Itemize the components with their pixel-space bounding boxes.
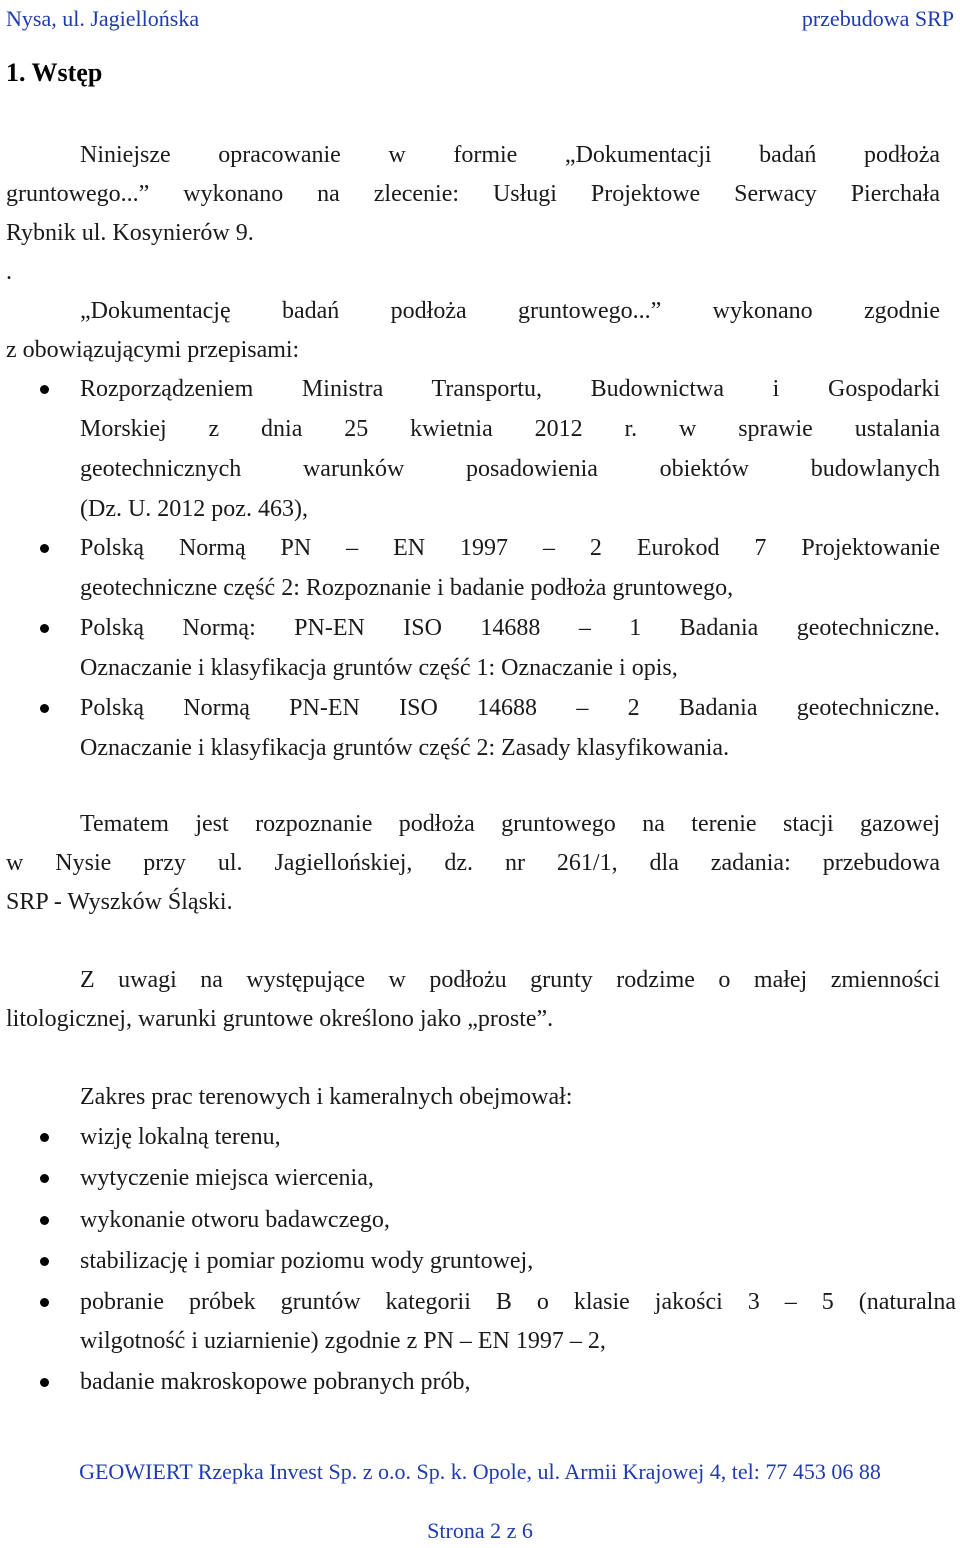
scope-item-1: wizję lokalną terenu, <box>80 1124 281 1150</box>
bullet-icon <box>40 1216 49 1225</box>
scope-item-3: wykonanie otworu badawczego, <box>80 1207 390 1233</box>
subject-line-3: SRP - Wyszków Śląski. <box>6 889 233 915</box>
bullet-icon <box>40 1133 49 1142</box>
scope-item-2: wytyczenie miejsca wiercenia, <box>80 1165 374 1191</box>
page-number: Strona 2 z 6 <box>427 1518 533 1543</box>
compliance-line-1: „Dokumentację badań podłoża gruntowego...” wykonano zgodnie <box>80 298 940 324</box>
regulation-1-line-3: geotechnicznych warunków posadowienia obiektów budowlanych <box>80 456 940 482</box>
bullet-icon <box>40 385 49 394</box>
bullet-icon <box>40 1298 49 1307</box>
subject-line-1: Tematem jest rozpoznanie podłoża gruntowego na terenie stacji gazowej <box>80 811 940 837</box>
subject-line-2: w Nysie przy ul. Jagiellońskiej, dz. nr 261/1, dla zadania: przebudowa <box>6 850 940 876</box>
conditions-line-1: Z uwagi na występujące w podłożu grunty rodzime o małej zmienności <box>80 967 940 993</box>
regulation-4-line-2: Oznaczanie i klasyfikacja gruntów część 2: Zasady klasyfikowania. <box>80 735 730 761</box>
scope-intro: Zakres prac terenowych i kameralnych obejmował: <box>80 1084 573 1110</box>
header-project: przebudowa SRP <box>801 6 954 31</box>
regulation-3-line-1: Polską Normą: PN-EN ISO 14688 – 1 Badania geotechniczne. <box>80 615 940 641</box>
bullet-icon <box>40 704 49 713</box>
intro-line-2: gruntowego...” wykonano na zlecenie: Usługi Projektowe Serwacy Pierchała <box>6 181 940 207</box>
footer-divider <box>14 1457 946 1458</box>
page-header <box>0 4 960 34</box>
header-location: Nysa, ul. Jagiellońska <box>6 6 200 31</box>
intro-line-1: Niniejsze opracowanie w formie „Dokumentacji badań podłoża <box>80 142 940 168</box>
intro-line-4: . <box>6 259 12 285</box>
scope-item-5-line-2: wilgotność i uziarnienie) zgodnie z PN – EN 1997 – 2, <box>80 1328 606 1354</box>
regulation-2-line-1: Polską Normą PN – EN 1997 – 2 Eurokod 7 Projektowanie <box>80 535 940 561</box>
bullet-icon <box>40 1174 49 1183</box>
scope-item-4: stabilizację i pomiar poziomu wody gruntowej, <box>80 1248 534 1274</box>
bullet-icon <box>40 1378 49 1387</box>
footer-company: GEOWIERT Rzepka Invest Sp. z o.o. Sp. k. Opole, ul. Armii Krajowej 4, tel: 77 453 06 88 <box>79 1459 881 1484</box>
section-title: 1. Wstęp <box>6 58 103 87</box>
bullet-icon <box>40 544 49 553</box>
regulation-4-line-1: Polską Normą PN-EN ISO 14688 – 2 Badania geotechniczne. <box>80 695 940 721</box>
compliance-line-2: z obowiązującymi przepisami: <box>6 337 300 363</box>
scope-item-6: badanie makroskopowe pobranych prób, <box>80 1369 471 1395</box>
bullet-icon <box>40 624 49 633</box>
regulation-1-line-2: Morskiej z dnia 25 kwietnia 2012 r. w sprawie ustalania <box>80 416 940 442</box>
bullet-icon <box>40 1257 49 1266</box>
scope-item-5-line-1: pobranie próbek gruntów kategorii B o klasie jakości 3 – 5 (naturalna <box>80 1289 956 1315</box>
conditions-line-2: litologicznej, warunki gruntowe określono jako „proste”. <box>6 1006 554 1032</box>
regulation-3-line-2: Oznaczanie i klasyfikacja gruntów część 1: Oznaczanie i opis, <box>80 655 678 681</box>
regulation-1-line-4: (Dz. U. 2012 poz. 463), <box>80 496 308 522</box>
regulation-1-line-1: Rozporządzeniem Ministra Transportu, Budownictwa i Gospodarki <box>80 376 940 402</box>
intro-line-3: Rybnik ul. Kosynierów 9. <box>6 220 254 246</box>
regulation-2-line-2: geotechniczne część 2: Rozpoznanie i badanie podłoża gruntowego, <box>80 575 734 601</box>
